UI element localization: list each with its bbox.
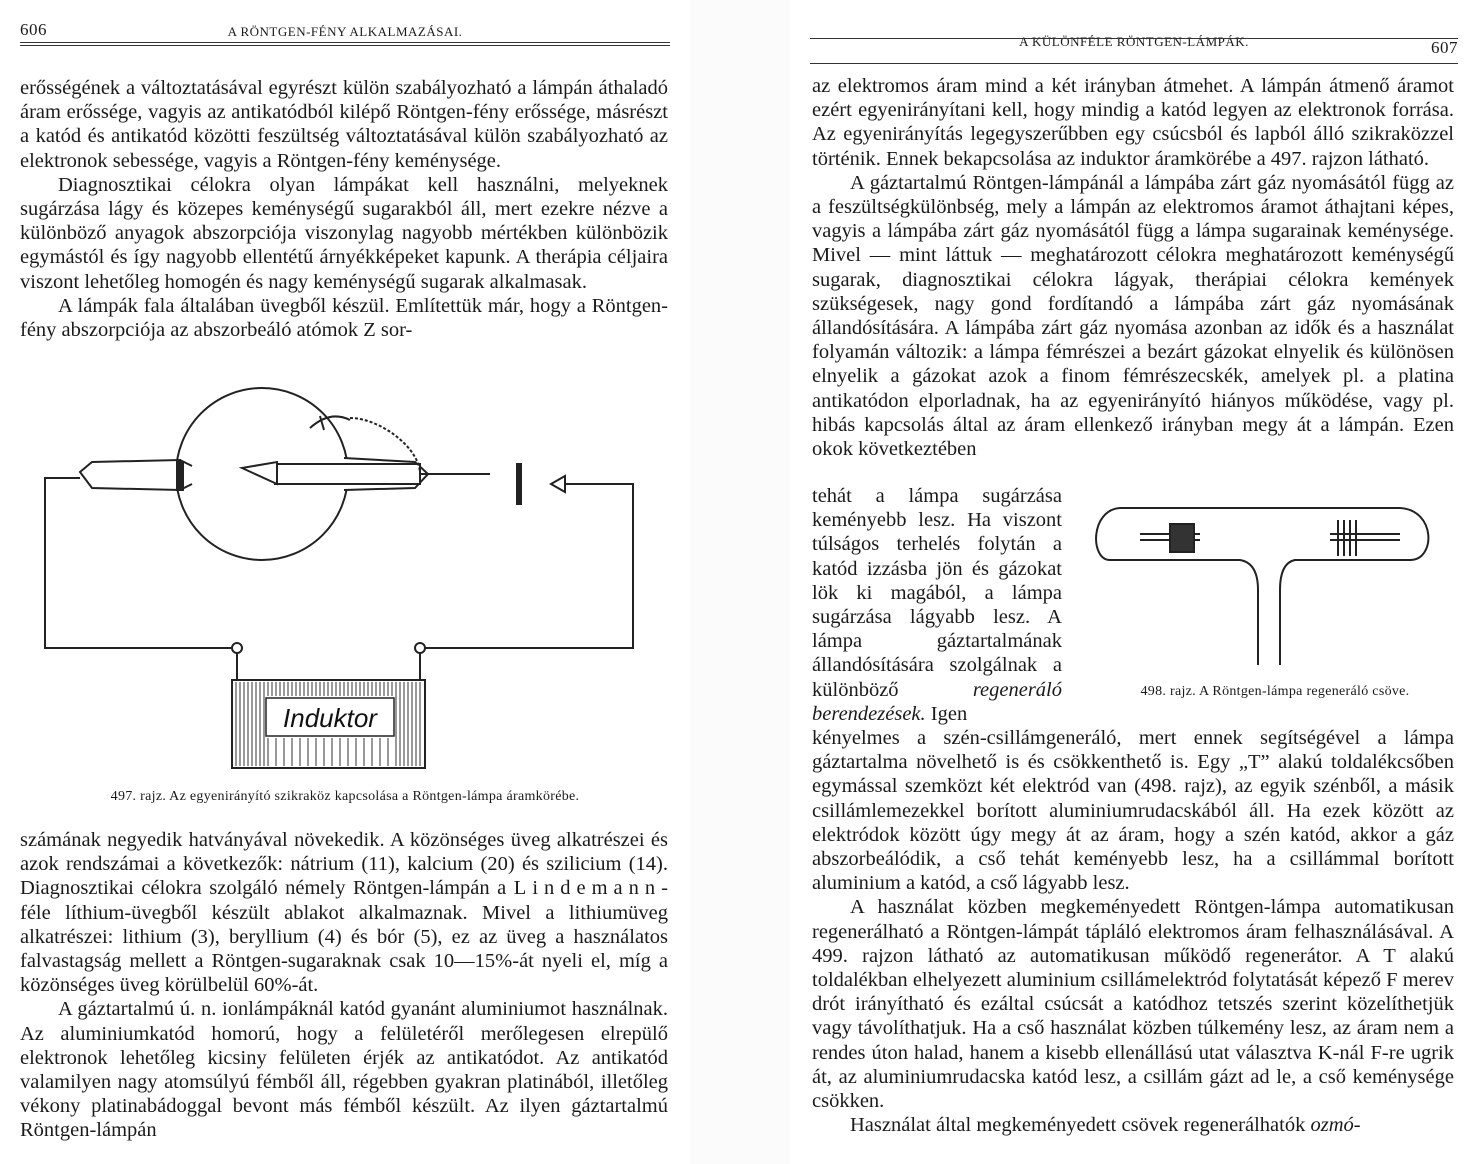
circuit-wire xyxy=(425,484,633,648)
carbon-electrode xyxy=(1170,524,1194,552)
header-rule-thin xyxy=(20,45,670,46)
paragraph: A lámpák fala általában üvegből készül. Említettük már, hogy a Röntgen-fény abszorpciója az abszorbeáló atómok Z sor- xyxy=(20,294,668,342)
wrapped-text xyxy=(812,484,1062,726)
paragraph: kényelmes a szén-csillámgeneráló, mert ennek segítségével a lámpa gáztartalma növelhető is és csökkenthető is. Egy „T” alakú toldalékcsőben egymással szemközt két elektród van (498. rajz), az egyik szénből, a másik csillámlemezekkel borított aluminiumrudacskából áll. Ha ezek között az elektródok között úgy megy át az áram, hogy a szén katód, akkor a gáz abszorbeálódik, a cső tehát keményebb lesz, ha a csillámmal borított aluminium a katód, a cső lágyabb lesz. xyxy=(812,727,1454,895)
paragraph xyxy=(812,1113,1454,1137)
figure-caption: 497. rajz. Az egyenirányító szikraköz kapcsolása a Röntgen-lámpa áramkörébe. xyxy=(110,789,580,804)
paragraph xyxy=(20,828,668,997)
figure-caption: 498. rajz. A Röntgen-lámpa regeneráló csöve. xyxy=(1140,684,1410,699)
text-run: számának negyedik hatványával növekedik. A közönséges üveg alkatrészei és azok rendszámai a következők: nátrium (11), kalcium (20) és szilicium (14). Diagnosztikai célokra szolgáló némely Röntgen-lámpán a xyxy=(20,829,668,900)
t-tube-outline xyxy=(1096,508,1428,665)
header-rule xyxy=(810,38,1458,39)
figure-498-regenerator-tube xyxy=(1080,500,1460,670)
right-page xyxy=(790,0,1478,1164)
left-page xyxy=(0,0,690,1164)
italic-term: regeneráló berendezések. xyxy=(812,678,1062,725)
paragraph: A használat közben megkeményedett Röntgen-lámpa automatikusan regenerálható a Röntgen-lámpát tápláló elektromos áram felhasználásával. A 499. rajzon látható az automatikusan működő regenerátor. A T alakú toldalékban elhelyezett aluminium csillámelektród folytatását képező F merev drót irányítható és ezáltal csúcsát a katódhoz tetszés szerint közelíthetjük vagy távolíthatjuk. Ha a cső használat közben túlkemény lesz, az áram nem a rendes úton halad, hanem a kisebb ellenállású utat választva K-nál F-re ugrik át, az aluminiumrudacska katód lesz, a csillám gázt ad le, a cső keménysége csökken. xyxy=(812,896,1454,1113)
induktor-label: Induktor xyxy=(283,703,377,733)
book-gutter xyxy=(690,0,790,1164)
induktor-coil xyxy=(232,680,425,768)
header-rule-thin xyxy=(810,63,1458,64)
header-rule xyxy=(20,42,670,43)
text-run: -féle líthium-üvegből készült ablakot alkalmaznak. Mivel a lithiumüveg alkatrészei: lithium (3), beryllium (4) és bór (5), ez az üveg a használatos falvastagság mellett a Röntgen-sugaraknak csak 10—15%-át nyeli el, míg a közönséges üveg körülbelül 60%-át. xyxy=(20,877,668,997)
text-block-bottom xyxy=(20,828,668,1143)
text-run: Igen xyxy=(930,702,968,725)
terminal xyxy=(415,643,425,653)
page-number: 607 xyxy=(1431,38,1458,57)
xray-tube xyxy=(80,388,565,560)
running-head-title: A RÖNTGEN-FÉNY ALKALMAZÁSAI. xyxy=(227,24,463,39)
person-name: Lindemann xyxy=(513,877,662,900)
text-block-top xyxy=(20,76,668,342)
terminal xyxy=(232,643,242,653)
text-run: tehát a lámpa sugárzása keményebb lesz. Ha viszont túlságos terhelés folytán a katód izzásba jön és gázokat lök ki magából, a lámpa sugárzása lágyabb lesz. A lámpa gáztartalmának állandósítására szolgálnak a különböző xyxy=(812,485,1062,701)
page-number: 606 xyxy=(20,20,47,39)
text-run: Használat által megkeményedett csövek regenerálhatók xyxy=(850,1114,1306,1137)
paragraph: Diagnosztikai célokra olyan lámpákat kell használni, melyeknek sugárzása lágy és közepes keménységű sugarakból áll, mert ezekre nézve a különböző anyagok abszorpciója viszonylag nagyobb mértékben különbözik egymástól és így nagyobb ellentétű árnyékképeket kapunk. A therápia céljaira viszont lehetőleg homogén és nagy keménységű sugarak alkalmasak. xyxy=(20,173,668,293)
italic-term: ozmó- xyxy=(1310,1114,1361,1137)
paragraph: az elektromos áram mind a két irányban átmehet. A lámpán átmenő áramot ezért egyenirányítani kell, hogy mindig a katód legyen az elektronok forrása. Az egyenirányítás legegyszerűbben egy csúcsból és lapból álló szikraközzel történik. Ennek bekapcsolása az induktor áramkörébe a 497. rajzon látható. xyxy=(812,75,1454,170)
figure-497-circuit xyxy=(20,378,670,773)
text-block-top xyxy=(812,74,1454,461)
text-block-bottom xyxy=(812,726,1454,1137)
paragraph: A gáztartalmú ú. n. ionlámpáknál katód gyanánt aluminiumot használnak. Az aluminiumkatód homorú, hogy a felületéről merőlegesen elrepülő elektronok lehetőleg kicsiny felületen érjék az antikatódot. Az antikatód valamilyen nagy atomsúlyú fémből áll, régebben gyakran platinából, illetőleg vékony platinabádoggal bevont más fémből készült. Az ilyen gáztartalmú Röntgen-lámpán xyxy=(20,998,668,1142)
paragraph: erősségének a változtatásával egyrészt külön szabályozható a lámpán áthaladó áram erőssége, vagyis az antikatódból kilépő Röntgen-fény erőssége, másrészt a katód és antikatód közötti feszültség változtatásával külön szabályozható az elektronok sebessége, vagyis a Röntgen-fény keménysége. xyxy=(20,77,668,172)
running-head-title: A KÜLÖNFÉLE RÖNTGEN-LÁMPÁK. xyxy=(1019,34,1249,49)
paragraph: A gáztartalmú Röntgen-lámpánál a lámpába zárt gáz nyomásától függ az a feszültségkülönbség, mely a lámpán az elektromos áramot áthajtani képes, vagyis a lámpába zárt gáz nyomásától függ a lámpa sugarainak keménysége. Mivel — mint láttuk — meghatározott célokra meghatározott keménységű sugarak, diagnosztikai célokra lágyak, therápiai célokra kemények szükségesek, nagy gond fordítandó a lámpába zárt gáz nyomásának állandósítására. A lámpába zárt gáz nyomása azonban az idők és a használat folyamán változik: a lámpa fémrészei a bezárt gázokat elnyelik és különösen elnyelik a gázokat azok a finom fémrészecskék, amelyek pl. a platina antikatódon elporladnak, ha az egyenirányító hiányos működése, vagy pl. hibás kapcsolás által az áram ellenkező irányban megy át a lámpán. Ezen okok következtében xyxy=(812,171,1454,461)
